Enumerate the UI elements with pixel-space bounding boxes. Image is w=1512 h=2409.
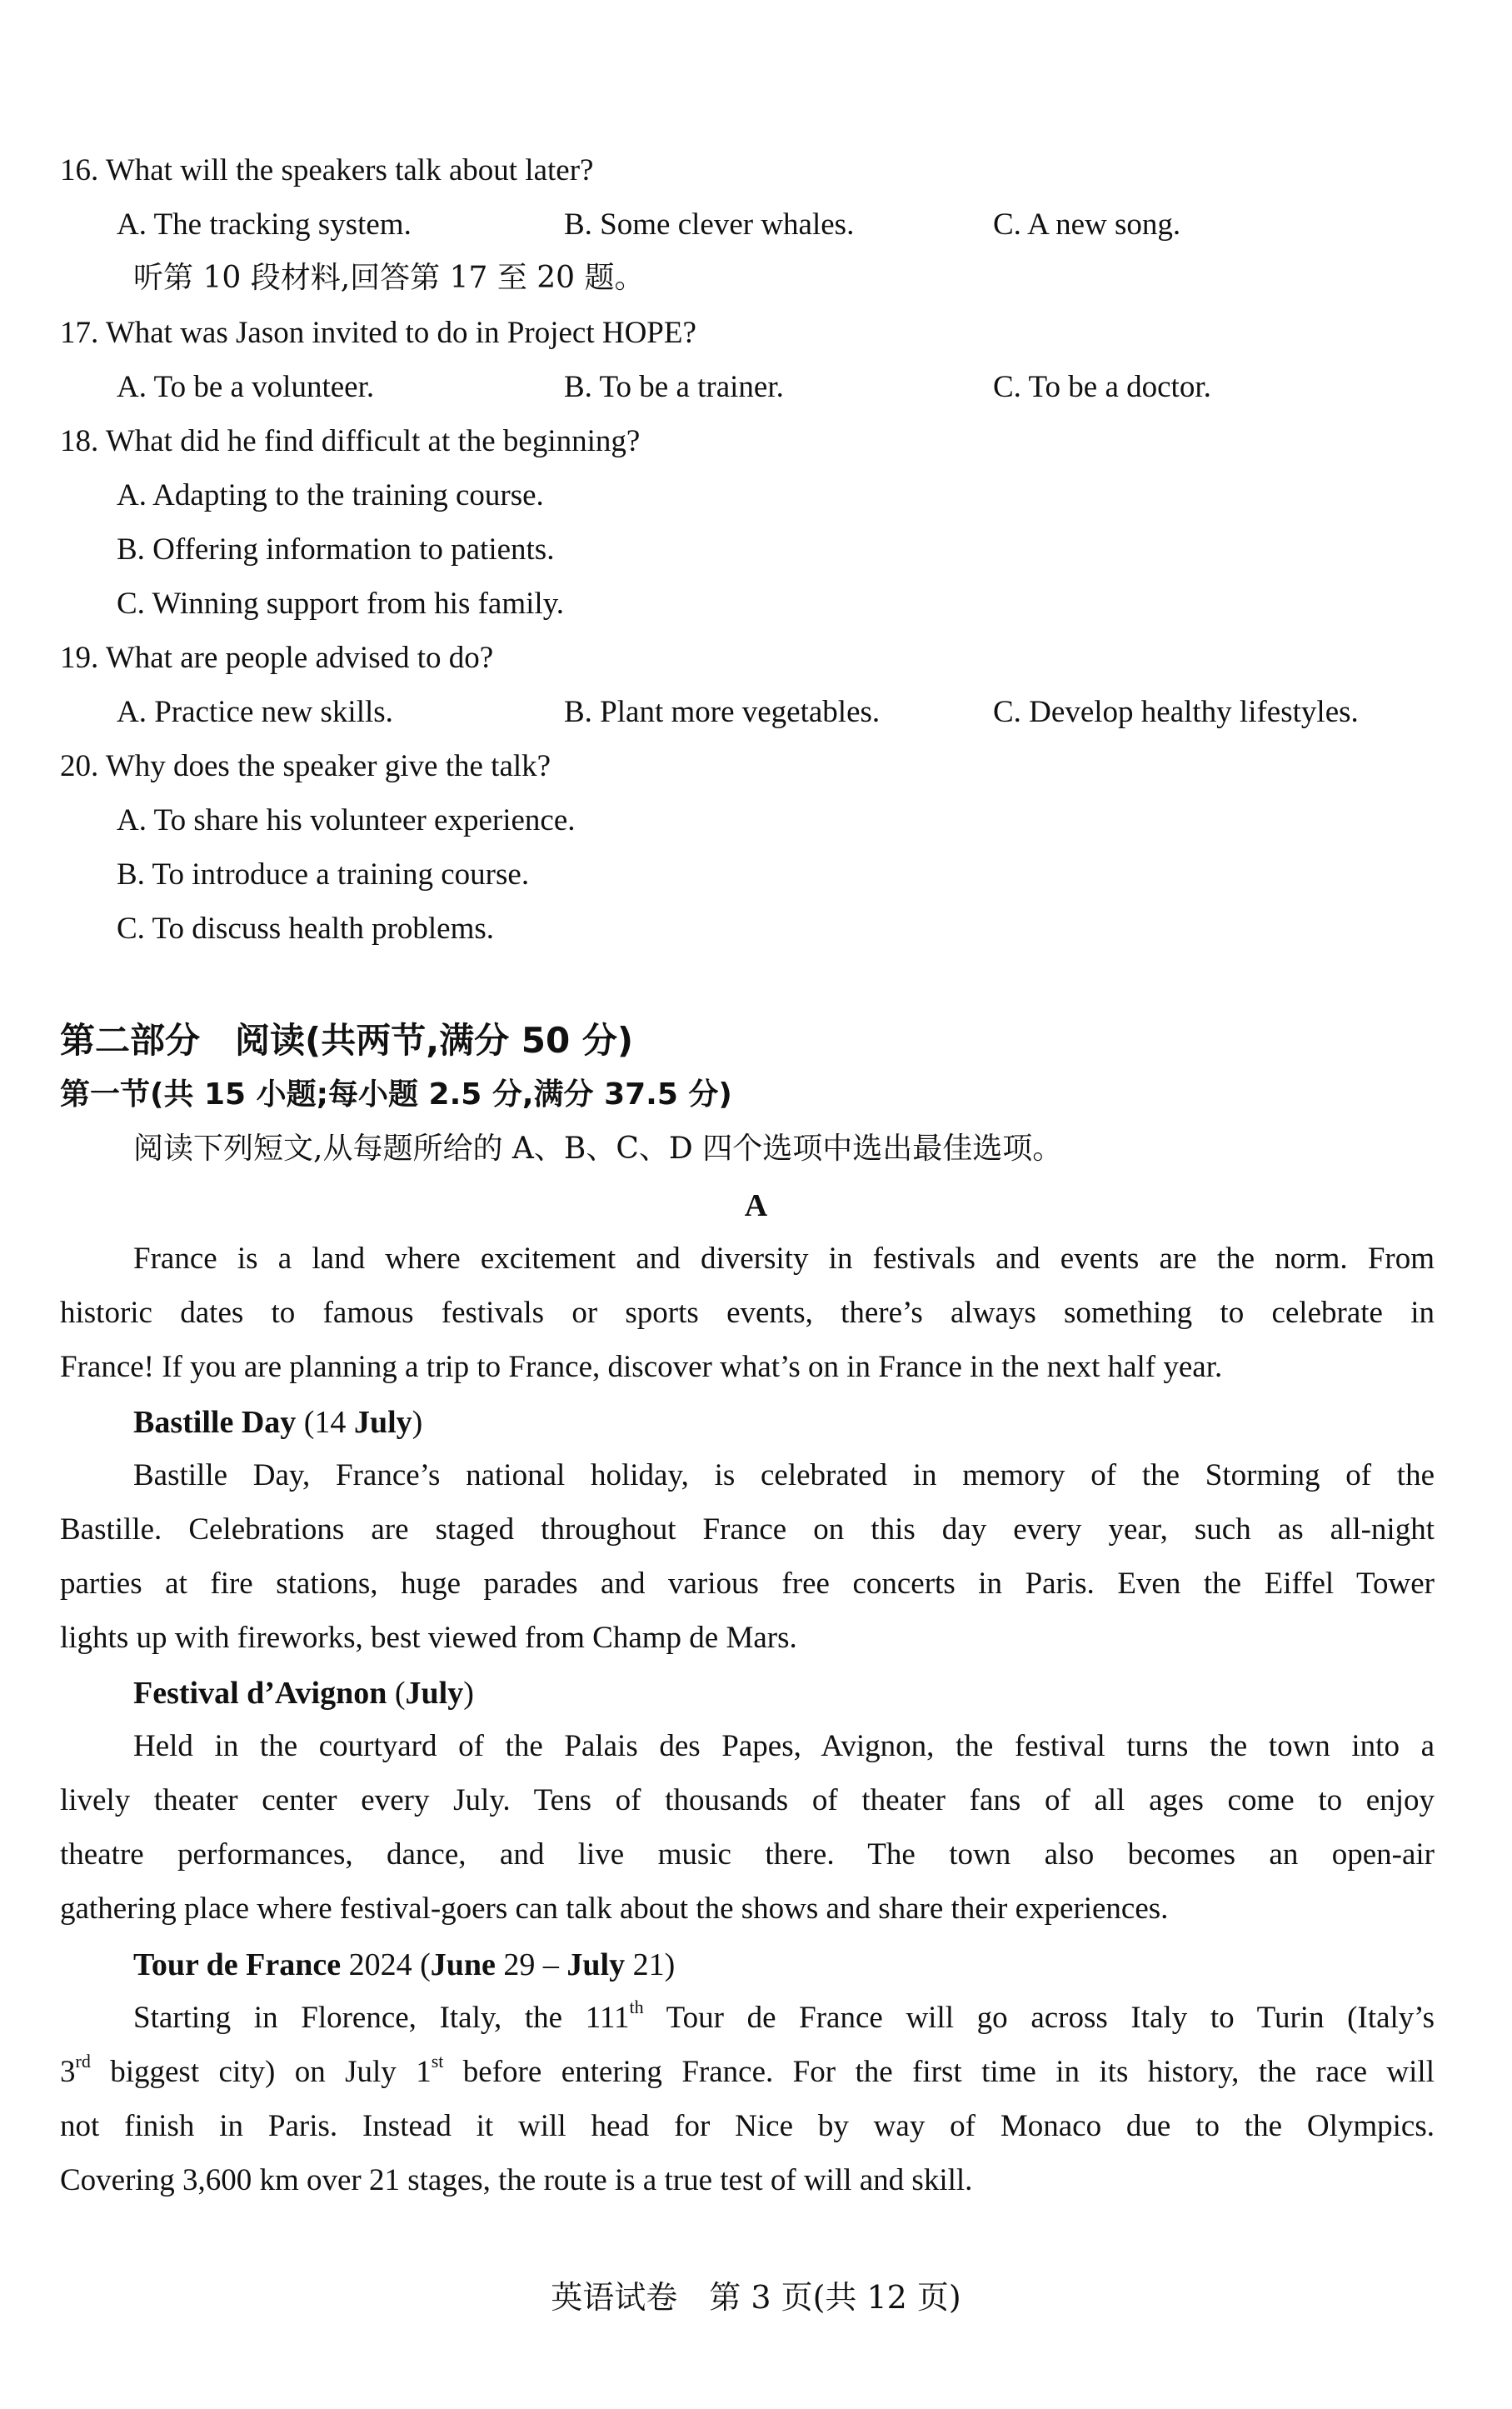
question-20-option-a: A. To share his volunteer experience.	[117, 803, 576, 837]
bastille-line-3: parties at fire stations, huge parades and various free concerts in Paris. Even the Eiffel Tower	[60, 1567, 1435, 1601]
question-18-stem: 18. What did he find difficult at the beginning?	[60, 424, 641, 458]
passage-label: A	[744, 1188, 768, 1223]
question-20-option-c: C. To discuss health problems.	[117, 912, 495, 946]
question-20-option-b: B. To introduce a training course.	[117, 857, 530, 892]
question-19-stem: 19. What are people advised to do?	[60, 641, 494, 675]
question-17-option-a: A. To be a volunteer.	[117, 370, 375, 404]
page-footer: 英语试卷 第 3 页(共 12 页)	[551, 2279, 961, 2316]
passage-intro	[60, 1232, 1435, 1394]
avignon-line-1: Held in the courtyard of the Palais des Papes, Avignon, the festival turns the town into a	[133, 1729, 1435, 1763]
question-16-stem: 16. What will the speakers talk about later?	[60, 153, 594, 187]
question-18-option-c: C. Winning support from his family.	[117, 587, 565, 621]
tour-line-4: Covering 3,600 km over 21 stages, the route is a true test of will and skill.	[60, 2163, 973, 2197]
question-17-option-c: C. To be a doctor.	[993, 370, 1211, 404]
question-17-stem: 17. What was Jason invited to do in Project HOPE?	[60, 316, 696, 350]
tour-line-2: 3rd biggest city) on July 1st before entering France. For the first time in its history, the race will	[60, 2050, 1435, 2089]
question-19-option-a: A. Practice new skills.	[117, 695, 393, 729]
bastille-paragraph	[60, 1448, 1435, 1665]
intro-line-1: France is a land where excitement and diversity in festivals and events are the norm. From	[133, 1242, 1435, 1276]
question-17-option-b: B. To be a trainer.	[564, 370, 784, 404]
tour-heading: Tour de France 2024 (June 29 – July 21)	[133, 1947, 676, 1982]
avignon-line-2: lively theater center every July. Tens of thousands of theater fans of all ages come to enjoy	[60, 1783, 1435, 1817]
avignon-line-4: gathering place where festival-goers can talk about the shows and share their experiences.	[60, 1892, 1169, 1926]
question-19-option-c: C. Develop healthy lifestyles.	[993, 695, 1359, 729]
tour-paragraph	[60, 1991, 1435, 2207]
bastille-line-2: Bastille. Celebrations are staged throughout France on this day every year, such as all-night	[60, 1512, 1435, 1547]
avignon-paragraph	[60, 1719, 1435, 1936]
reading-instruction: 阅读下列短文,从每题所给的 A、B、C、D 四个选项中选出最佳选项。	[133, 1132, 1063, 1166]
tour-line-3: not finish in Paris. Instead it will head for Nice by way of Monaco due to the Olympics.	[60, 2109, 1435, 2143]
bastille-heading: Bastille Day (14 July)	[133, 1405, 423, 1440]
question-18-option-a: A. Adapting to the training course.	[117, 478, 544, 512]
question-18-option-b: B. Offering information to patients.	[117, 532, 555, 567]
question-16-option-c: C. A new song.	[993, 207, 1181, 242]
question-20-stem: 20. Why does the speaker give the talk?	[60, 749, 551, 783]
intro-line-2: historic dates to famous festivals or sports events, there’s always something to celebrate in	[60, 1296, 1435, 1330]
part2-title: 第二部分 阅读(共两节,满分 50 分)	[60, 1020, 634, 1061]
intro-line-3: France! If you are planning a trip to France, discover what’s on in France in the next half year.	[60, 1350, 1223, 1384]
avignon-heading: Festival d’Avignon (July)	[133, 1676, 474, 1711]
question-19-option-b: B. Plant more vegetables.	[564, 695, 881, 729]
bastille-line-4: lights up with fireworks, best viewed from Champ de Mars.	[60, 1621, 797, 1655]
tour-line-1: Starting in Florence, Italy, the 111th Tour de France will go across Italy to Turin (Italy’s	[133, 1996, 1435, 2035]
section1-title: 第一节(共 15 小题;每小题 2.5 分,满分 37.5 分)	[60, 1077, 732, 1112]
bastille-line-1: Bastille Day, France’s national holiday, is celebrated in memory of the Storming of the	[133, 1458, 1435, 1492]
question-16-option-b: B. Some clever whales.	[564, 207, 855, 242]
listening-note: 听第 10 段材料,回答第 17 至 20 题。	[133, 261, 645, 295]
avignon-line-3: theatre performances, dance, and live music there. The town also becomes an open-air	[60, 1837, 1435, 1872]
question-16-option-a: A. The tracking system.	[117, 207, 412, 242]
